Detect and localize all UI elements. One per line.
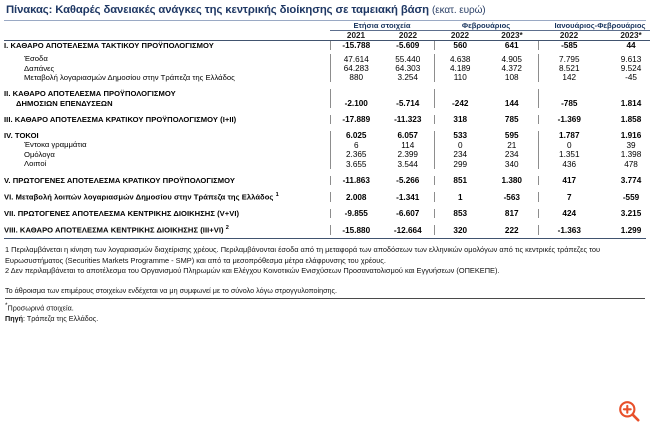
table-row: [4, 176, 650, 185]
table-row: [4, 73, 650, 82]
row-label: [4, 41, 330, 51]
rounding-note: Το άθροισμα των επιμέρους στοιχείων ενδέχεται να μη συμφωνεί με το σύνολο λόγω στρογγυλοποίησης.: [5, 285, 338, 295]
table-row: [4, 131, 650, 140]
row-value: 2.399: [397, 150, 418, 160]
row-value: -785: [538, 89, 600, 108]
table-bottom-divider: [4, 238, 646, 240]
row-value: 7.795: [538, 54, 600, 63]
row-label: [4, 176, 330, 185]
row-value: -559: [622, 192, 640, 202]
row-value: 299: [434, 159, 486, 168]
row-value: 6.025: [330, 131, 382, 140]
row-value: 851: [434, 176, 486, 185]
row-value: 4.638: [434, 54, 486, 63]
row-value: 2.008: [330, 192, 382, 202]
table-row: [4, 115, 650, 124]
table-row: [4, 192, 650, 202]
row-label-text: IV. ΤΟΚΟΙ: [4, 131, 39, 141]
source-value: : Τράπεζα της Ελλάδος.: [22, 313, 99, 323]
header-group-jan-feb: Ιανουάριος-Φεβρουάριος: [538, 21, 650, 31]
table-row: [4, 159, 650, 168]
row-value: -585: [538, 41, 600, 51]
row-value: 1.916: [620, 131, 642, 141]
row-value: -1.363: [538, 225, 600, 235]
row-value: 4.905: [501, 54, 522, 64]
row-label-text: VIII. ΚΑΘΑΡΟ ΑΠΟΤΕΛΕΣΜΑ ΚΕΝΤΡΙΚΗΣ ΔΙΟΙΚΗΣΗΣ (III+VI): [4, 225, 224, 235]
row-value: 3.215: [620, 208, 642, 218]
title-block: [0, 0, 650, 18]
row-value: 234: [504, 150, 519, 160]
row-value: 234: [434, 150, 486, 159]
row-spacer: [4, 108, 650, 115]
row-spacer-cell: [4, 82, 650, 89]
row-label: [4, 54, 330, 63]
table-header: [4, 21, 650, 41]
row-value: 1.299: [620, 225, 642, 235]
row-label: [4, 159, 330, 168]
row-spacer: [4, 185, 650, 192]
row-value: -1.341: [396, 192, 420, 202]
row-spacer: [4, 202, 650, 209]
header-year-feb-2023: 2023*: [486, 31, 538, 41]
row-value: 1.787: [538, 131, 600, 140]
row-value: 1.380: [501, 175, 522, 185]
budget-table: [4, 21, 650, 235]
table-row: [4, 41, 650, 51]
row-value: -17.889: [330, 115, 382, 124]
footnote-2: 2 Δεν περιλαμβάνεται το αποτέλεσμα του Οργανισμού Πληρωμών και Ελέγχου Κοινοτικών Ενισχύσεων Προσανατολισμού και Εγγυήσεων (ΟΠΕΚΕΠΕ).: [5, 266, 500, 276]
row-value: -9.855: [330, 209, 382, 218]
table-row: [4, 209, 650, 218]
row-spacer: [4, 124, 650, 131]
row-value: -1.369: [538, 115, 600, 124]
row-label-line2: ΔΗΜΟΣΙΩΝ ΕΠΕΝΔΥΣΕΩΝ: [16, 98, 113, 108]
row-footnote-marker: 2: [225, 224, 229, 231]
row-label: [4, 64, 330, 73]
table-row: [4, 225, 650, 235]
row-value: 3.655: [330, 159, 382, 168]
row-value: 478: [624, 159, 638, 169]
row-value: -242: [434, 89, 486, 108]
row-label: [4, 140, 330, 149]
row-value: 3.544: [397, 159, 418, 169]
row-value: 560: [434, 41, 486, 51]
table-body: [4, 41, 650, 235]
row-value: 8.521: [538, 64, 600, 73]
row-label: [4, 131, 330, 140]
page-title-unit: (εκατ. ευρώ): [432, 5, 486, 16]
header-year-row: [4, 31, 650, 41]
row-label-text: VI. Μεταβολή λοιπών λογαριασμών Δημοσίου στην Τράπεζα της Ελλάδος: [4, 192, 274, 202]
row-label-text: Έντοκα γραμμάτια: [24, 140, 87, 150]
row-label: [4, 225, 330, 235]
row-value: 108: [504, 73, 519, 83]
row-value: 21: [507, 140, 517, 150]
row-value: 142: [538, 73, 600, 82]
row-label-text: Δαπάνες: [24, 63, 55, 73]
row-value: 39: [626, 140, 636, 150]
row-value: 55.440: [395, 54, 421, 64]
row-value: 817: [504, 208, 519, 218]
page-title: [6, 4, 644, 16]
row-footnote-marker: 1: [275, 191, 279, 198]
row-value: -15.880: [330, 225, 382, 235]
row-spacer-cell: [4, 202, 650, 209]
row-value: 6: [330, 140, 382, 149]
provisional-note: Προσωρινά στοιχεία.: [7, 303, 74, 313]
row-value: -11.863: [330, 176, 382, 185]
source-block: [5, 301, 645, 324]
source-line: [5, 314, 645, 324]
row-value: 641: [504, 41, 519, 51]
header-year-annual-2021: 2021: [330, 31, 382, 41]
row-value: 785: [504, 115, 519, 125]
row-value: 110: [434, 73, 486, 82]
row-value: 47.614: [330, 54, 382, 63]
row-label: [4, 209, 330, 218]
row-value: 64.283: [330, 64, 382, 73]
header-year-annual-2022: 2022: [382, 31, 434, 41]
source-label: Πηγή: [5, 313, 23, 323]
source-divider: [5, 298, 645, 299]
header-year-corner-cell: [4, 31, 330, 41]
row-value: -5.609: [396, 41, 420, 51]
row-label: [4, 73, 330, 82]
row-value: -45: [625, 73, 637, 83]
row-value: -563: [503, 192, 520, 202]
row-label-text: I. ΚΑΘΑΡΟ ΑΠΟΤΕΛΕΣΜΑ ΤΑΚΤΙΚΟΥ ΠΡΟΫΠΟΛΟΓΙΣΜΟΥ: [4, 41, 214, 50]
row-label: [4, 115, 330, 124]
header-year-feb-2022: 2022: [434, 31, 486, 41]
row-value: -5.714: [396, 98, 420, 108]
row-value: 2.365: [330, 150, 382, 159]
row-label: [4, 192, 330, 202]
row-value: -2.100: [330, 89, 382, 108]
row-value: 3.774: [620, 175, 642, 185]
row-value: 318: [434, 115, 486, 124]
footnote-1: 1 Περιλαμβάνεται η κίνηση των λογαριασμών διαχείρισης χρέους. Περιλαμβάνονται έσοδα από τη μεταφορά των αποδόσεων των ελληνικών ομολόγων από τις κεντρικές τράπεζες του Ευρωσυστήματος (Securities Markets Programme - SMP) και από τα μεσοπρόθεσμα μέτρα ελάφρυνσης του χρέους.: [5, 245, 601, 265]
row-value: 320: [434, 225, 486, 235]
row-label-text: VII. ΠΡΩΤΟΓΕΝΕΣ ΑΠΟΤΕΛΕΣΜΑ ΚΕΝΤΡΙΚΗΣ ΔΙΟΙΚΗΣΗΣ (V+VI): [4, 208, 240, 218]
row-value: 3.254: [397, 73, 418, 83]
row-value: 114: [401, 140, 415, 150]
row-spacer: [4, 218, 650, 225]
row-value: 533: [434, 131, 486, 140]
page-title-text: Πίνακας: Καθαρές δανειακές ανάγκες της κεντρικής διοίκησης σε ταμειακή βάση: [6, 4, 429, 16]
row-value: -5.266: [396, 175, 420, 185]
row-spacer: [4, 169, 650, 176]
row-label: [4, 89, 330, 108]
row-value: -6.607: [396, 208, 420, 218]
header-group-annual: Ετήσια στοιχεία: [330, 21, 434, 31]
row-value: 436: [538, 159, 600, 168]
row-value: 1: [434, 192, 486, 202]
header-group-february: Φεβρουάριος: [434, 21, 538, 31]
row-value: 1.351: [538, 150, 600, 159]
row-value: 222: [504, 225, 519, 235]
table-row: [4, 150, 650, 159]
footnotes-block: [5, 245, 645, 277]
row-label-text: II. ΚΑΘΑΡΟ ΑΠΟΤΕΛΕΣΜΑ ΠΡΟΫΠΟΛΟΓΙΣΜΟΥ: [4, 89, 176, 99]
row-spacer: [4, 82, 650, 89]
row-label-text: Έσοδα: [24, 54, 48, 64]
row-spacer-cell: [4, 169, 650, 176]
row-value: 7: [538, 192, 600, 202]
row-value: 4.189: [434, 64, 486, 73]
row-value: -15.788: [330, 41, 382, 51]
row-value: 1.398: [620, 150, 642, 160]
header-year-janfeb-2023: 2023*: [600, 31, 650, 41]
row-spacer-cell: [4, 218, 650, 225]
provisional-marker: *: [5, 301, 8, 309]
row-value: -12.664: [393, 225, 422, 235]
row-value: 9.524: [620, 64, 642, 74]
row-value: 1.814: [620, 98, 642, 108]
table-row: [4, 54, 650, 63]
row-value: 144: [504, 98, 519, 108]
row-label-text: V. ΠΡΩΤΟΓΕΝΕΣ ΑΠΟΤΕΛΕΣΜΑ ΚΡΑΤΙΚΟΥ ΠΡΟΫΠΟΛΟΓΙΣΜΟΥ: [4, 175, 235, 185]
row-label: [4, 150, 330, 159]
row-value: 0: [538, 140, 600, 149]
row-value: 424: [538, 209, 600, 218]
row-label-text: Ομόλογα: [24, 149, 55, 159]
table-row: [4, 64, 650, 73]
row-label-text: III. ΚΑΘΑΡΟ ΑΠΟΤΕΛΕΣΜΑ ΚΡΑΤΙΚΟΥ ΠΡΟΫΠΟΛΟΓΙΣΜΟΥ (I+II): [4, 114, 237, 124]
zoom-in-icon[interactable]: [618, 400, 640, 422]
row-value: 9.613: [620, 54, 642, 64]
row-label-text: Λοιποί: [24, 159, 47, 169]
row-value: 417: [538, 176, 600, 185]
header-corner-cell: [4, 21, 330, 31]
header-year-janfeb-2022: 2022: [538, 31, 600, 41]
row-value: 340: [504, 159, 519, 169]
row-value: 64.303: [395, 64, 421, 74]
row-spacer-cell: [4, 124, 650, 131]
row-value: 853: [434, 209, 486, 218]
row-value: 595: [504, 131, 519, 141]
row-value: -11.323: [394, 115, 422, 125]
row-value: 880: [330, 73, 382, 82]
row-spacer-cell: [4, 185, 650, 192]
table-row: [4, 140, 650, 149]
row-value: 4.372: [501, 64, 522, 74]
row-value: 44: [626, 41, 636, 51]
table-row: [4, 89, 650, 108]
provisional-note-line: [5, 301, 645, 314]
row-value: 6.057: [397, 131, 418, 141]
row-spacer-cell: [4, 108, 650, 115]
row-label-text: Μεταβολή λογαριασμών Δημοσίου στην Τράπεζα της Ελλάδος: [24, 73, 235, 83]
row-value: 1.858: [620, 115, 642, 125]
row-value: 0: [434, 140, 486, 149]
header-group-row: [4, 21, 650, 31]
